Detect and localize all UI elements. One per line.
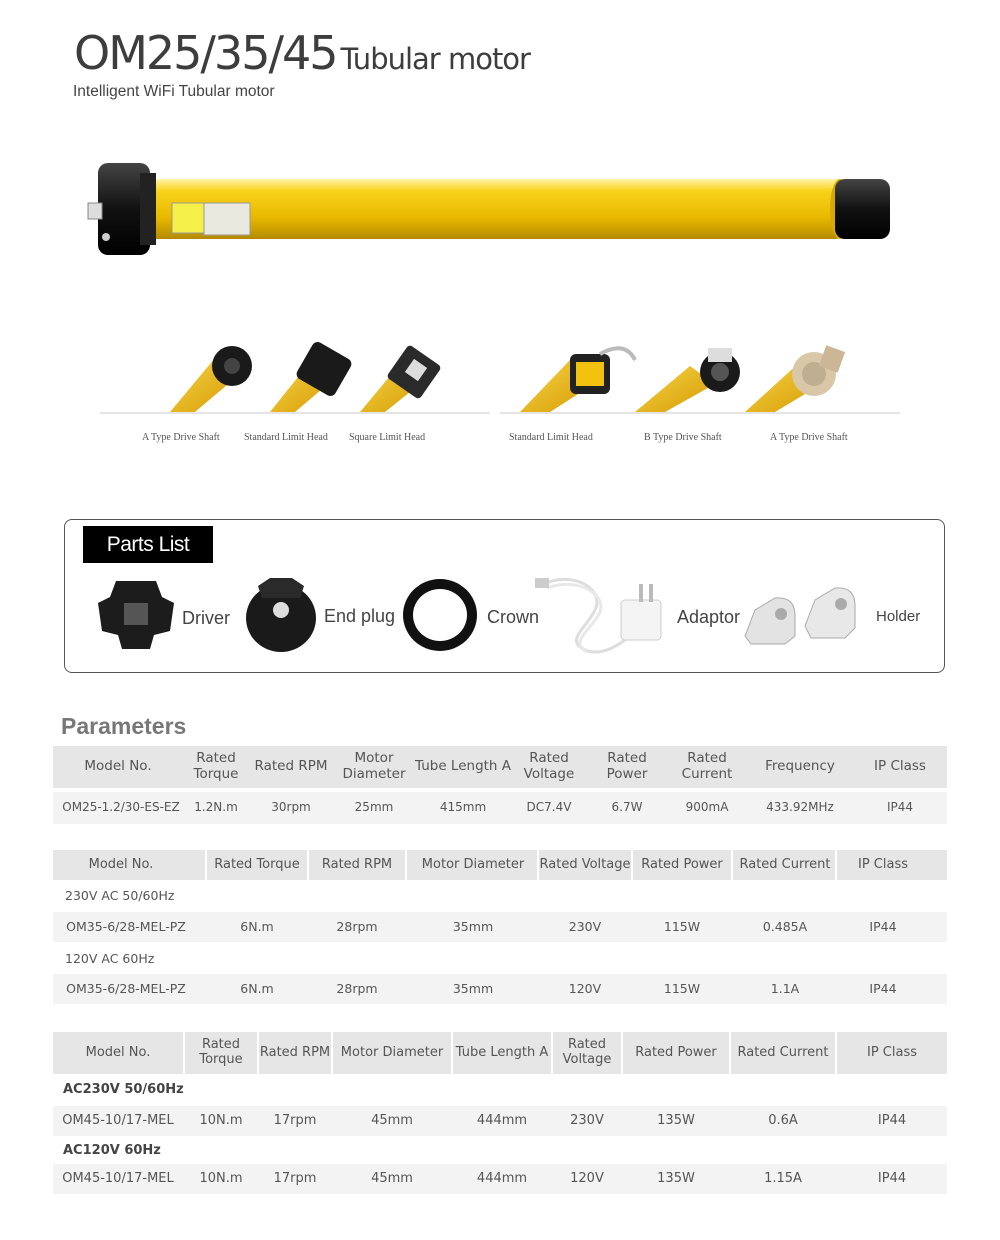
- accessory-caption-2: Standard Limit Head: [244, 432, 328, 443]
- accessory-a-type-drive-shaft-icon: [170, 346, 252, 412]
- cell-diameter: 45mm: [371, 1112, 413, 1128]
- header-motor-diameter: Motor Diameter: [421, 856, 525, 872]
- table-row: [53, 1164, 947, 1194]
- header-rated-power: Rated Power: [606, 750, 648, 782]
- part-label-driver: Driver: [182, 608, 230, 628]
- accessory-a-type-drive-shaft-2-icon: [745, 345, 845, 412]
- cell-model: OM25-1.2/30-ES-EZ: [62, 800, 180, 815]
- cell-voltage: 120V: [568, 980, 602, 996]
- end-plug-icon: [244, 576, 318, 654]
- cell-ip-class: IP44: [877, 1112, 907, 1128]
- cell-frequency: 433.92MHz: [766, 800, 834, 815]
- title-product-type: Tubular motor: [340, 42, 530, 76]
- parts-list-title: Parts List: [83, 526, 213, 563]
- header-rated-rpm: Rated RPM: [321, 856, 393, 872]
- table-header-row: [53, 850, 947, 880]
- table-row: [53, 974, 947, 1004]
- part-label-crown: Crown: [487, 607, 540, 627]
- cell-tube-length: 415mm: [439, 800, 487, 815]
- cell-diameter: 25mm: [354, 800, 394, 815]
- cell-tube-length: 444mm: [476, 1112, 528, 1128]
- cell-power: 135W: [657, 1112, 695, 1128]
- header-ip-class: IP Class: [874, 758, 926, 775]
- table-row: [53, 792, 947, 824]
- group-label-ac230v: AC230V 50/60Hz: [63, 1082, 184, 1097]
- table-row: [53, 912, 947, 942]
- group-label-230v: 230V AC 50/60Hz: [65, 888, 175, 903]
- cell-model: OM35-6/28-MEL-PZ: [66, 918, 186, 934]
- header-motor-diameter: Motor Diameter: [342, 750, 406, 782]
- accessory-standard-limit-head-icon: [270, 340, 354, 412]
- driver-icon: [96, 575, 176, 655]
- accessory-caption-4: Standard Limit Head: [509, 432, 593, 443]
- cell-model: OM45-10/17-MEL: [62, 1112, 174, 1128]
- cell-power: 115W: [663, 980, 701, 996]
- group-label-ac120v: AC120V 60Hz: [63, 1143, 161, 1158]
- cell-tube-length: 444mm: [476, 1170, 528, 1186]
- cell-ip-class: IP44: [877, 1170, 907, 1186]
- accessory-square-limit-head-icon: [360, 344, 442, 412]
- cell-diameter: 35mm: [452, 918, 494, 934]
- header-tube-length: Tube Length A: [455, 1044, 549, 1060]
- header-model-no: Model No.: [85, 1044, 151, 1060]
- crown-icon: [401, 577, 479, 653]
- cell-rpm: 28rpm: [336, 918, 378, 934]
- header-rated-power: Rated Power: [635, 1044, 717, 1060]
- cell-model: OM45-10/17-MEL: [62, 1170, 174, 1186]
- parameters-table-om35: [53, 850, 947, 1004]
- parameters-table-om45: [53, 1032, 947, 1196]
- parameters-table-om25: [53, 746, 947, 824]
- accessory-b-type-drive-shaft-icon: [635, 348, 740, 412]
- cell-torque: 1.2N.m: [194, 800, 238, 815]
- holder-icon: [741, 586, 861, 652]
- header-model-no: Model No.: [88, 856, 154, 872]
- header-rated-rpm: Rated RPM: [254, 758, 328, 775]
- cell-diameter: 35mm: [452, 980, 494, 996]
- tubular-motor-illustration: [80, 155, 900, 265]
- cell-rpm: 17rpm: [273, 1170, 317, 1186]
- header-model-no: Model No.: [84, 758, 152, 775]
- cell-ip-class: IP44: [886, 800, 914, 815]
- table-header-row: [53, 746, 947, 788]
- accessory-caption-6: A Type Drive Shaft: [770, 432, 848, 443]
- table-row: [53, 1106, 947, 1136]
- part-label-end-plug: End plug: [324, 606, 396, 626]
- cell-power: 135W: [657, 1170, 695, 1186]
- parameters-heading: Parameters: [61, 713, 187, 739]
- cell-rpm: 17rpm: [273, 1112, 317, 1128]
- cell-diameter: 45mm: [371, 1170, 413, 1186]
- accessory-caption-1: A Type Drive Shaft: [142, 432, 220, 443]
- header-rated-torque: Rated Torque: [214, 856, 300, 872]
- adaptor-icon: [535, 570, 671, 658]
- header-rated-power: Rated Power: [641, 856, 723, 872]
- header-rated-voltage: Rated Voltage: [562, 1037, 612, 1067]
- cell-voltage: 230V: [568, 918, 602, 934]
- header-rated-current: Rated Current: [739, 856, 831, 872]
- cell-current: 1.15A: [764, 1170, 802, 1186]
- page-subtitle: Intelligent WiFi Tubular motor: [73, 83, 275, 100]
- header-rated-current: Rated Current: [681, 750, 733, 782]
- header-tube-length: Tube Length A: [415, 758, 512, 775]
- cell-power: 115W: [663, 918, 701, 934]
- cell-voltage: 230V: [570, 1112, 604, 1128]
- cell-rpm: 28rpm: [336, 980, 378, 996]
- cell-torque: 10N.m: [199, 1170, 243, 1186]
- part-label-holder: Holder: [876, 608, 921, 625]
- header-rated-voltage: Rated Voltage: [523, 750, 575, 782]
- header-rated-rpm: Rated RPM: [259, 1044, 331, 1060]
- cell-ip-class: IP44: [869, 980, 897, 996]
- header-rated-voltage: Rated Voltage: [539, 856, 631, 872]
- page-title: [74, 26, 530, 80]
- header-rated-torque: Rated Torque: [199, 1037, 243, 1067]
- header-ip-class: IP Class: [857, 856, 908, 872]
- cell-rpm: 30rpm: [271, 800, 311, 815]
- cell-torque: 6N.m: [240, 980, 274, 996]
- accessory-standard-limit-head-2-icon: [520, 348, 635, 412]
- accessory-caption-5: B Type Drive Shaft: [644, 432, 722, 443]
- header-rated-current: Rated Current: [737, 1044, 829, 1060]
- cell-current: 0.485A: [762, 918, 808, 934]
- header-rated-torque: Rated Torque: [193, 750, 239, 782]
- cell-voltage: 120V: [570, 1170, 604, 1186]
- title-model-range: OM25/35/45: [74, 26, 337, 80]
- part-label-adaptor: Adaptor: [677, 607, 741, 627]
- cell-ip-class: IP44: [869, 918, 897, 934]
- group-label-120v: 120V AC 60Hz: [65, 951, 155, 966]
- cell-voltage: DC7.4V: [526, 800, 572, 815]
- accessory-caption-3: Square Limit Head: [349, 432, 426, 443]
- cell-torque: 10N.m: [199, 1112, 243, 1128]
- header-motor-diameter: Motor Diameter: [340, 1044, 444, 1060]
- header-ip-class: IP Class: [866, 1044, 917, 1060]
- cell-power: 6.7W: [611, 800, 643, 815]
- cell-current: 900mA: [685, 800, 729, 815]
- header-frequency: Frequency: [765, 758, 835, 775]
- table-header-row: [53, 1032, 947, 1074]
- cell-model: OM35-6/28-MEL-PZ: [66, 980, 186, 996]
- cell-torque: 6N.m: [240, 918, 274, 934]
- cell-current: 1.1A: [770, 980, 800, 996]
- cell-current: 0.6A: [768, 1112, 798, 1128]
